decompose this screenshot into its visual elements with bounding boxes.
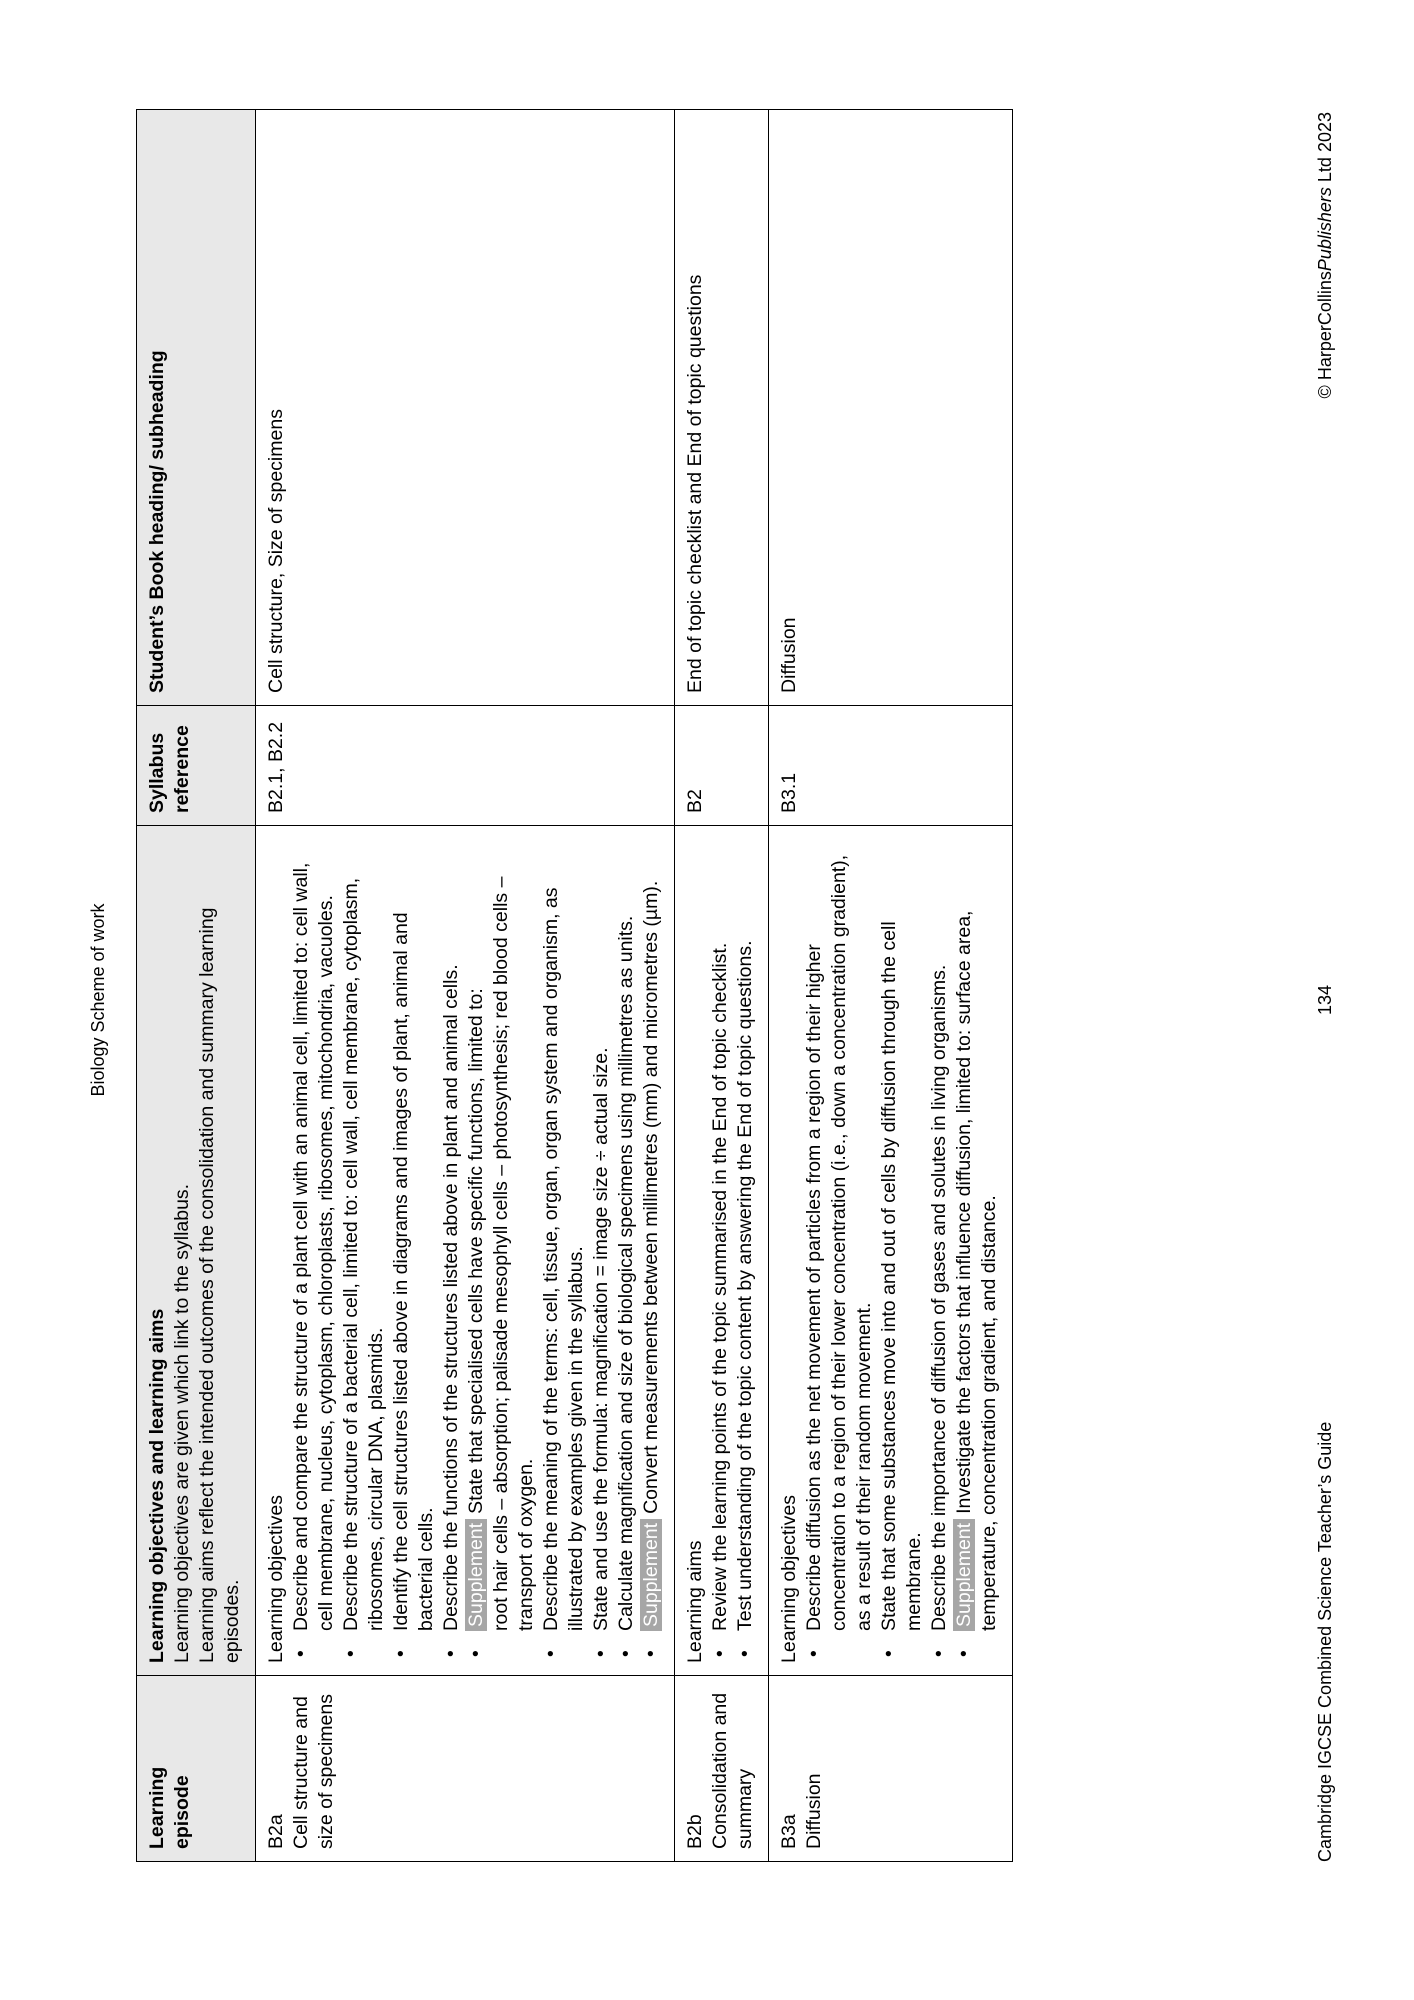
syllabus-cell: B2 [675,706,769,826]
episode-title: Diffusion [803,1773,825,1849]
objectives-cell [256,826,675,1676]
list-item [952,838,1002,1663]
section-label: Learning objectives [778,1494,800,1663]
episode-code: B2b [684,1814,706,1849]
header-syllabus-reference: Syllabus reference [137,706,256,826]
episode-cell [769,1676,1013,1862]
page-header-title: Biology Scheme of work [88,903,108,1097]
list-item: • State and use the formula: magnification = image size ÷ actual size. [589,838,614,1663]
table-row [256,110,675,1862]
list-item [639,838,664,1663]
syllabus-cell: B2.1, B2.2 [256,706,675,826]
book-cell: End of topic checklist and End of topic questions [675,110,769,706]
episode-title: Cell structure and size of specimens [290,1694,337,1849]
table-header-row [137,110,256,1862]
list-item-continuation: root hair cells – absorption; palisade mesophyll cells – photosynthesis; red blood cells – transport of oxygen. [490,876,537,1631]
header-objectives-title: Learning objectives and learning aims [146,1308,168,1663]
episode-title: Consolidation and summary [709,1692,756,1849]
header-objectives-note-1: Learning objectives are given which link to the syllabus. [171,1183,193,1663]
book-cell: Diffusion [769,110,1013,706]
supplement-badge: Supplement [953,1519,975,1631]
objectives-list [289,838,664,1663]
list-item: • Describe and compare the structure of a plant cell with an animal cell, limited to: cell wall, cell membrane, nucleus, cytoplasm, chloroplasts, ribosomes, mitochondria, vacuoles. [289,838,339,1663]
syllabus-cell: B3.1 [769,706,1013,826]
list-item: • Describe the structure of a bacterial cell, limited to: cell wall, cell membrane, cytoplasm, ribosomes, circular DNA, plasmids. [339,838,389,1663]
footer-page-number: 134 [1315,984,1335,1016]
list-item: • Describe the importance of diffusion of gases and solutes in living organisms. [927,838,952,1663]
header-objectives-note-2: Learning aims reflect the intended outcomes of the consolidation and summary learning episodes. [196,907,243,1663]
objectives-cell [675,826,769,1676]
objectives-cell [769,826,1013,1676]
list-item: • Review the learning points of the topic summarised in the End of topic checklist. [708,838,733,1663]
header-learning-episode: Learning episode [137,1676,256,1862]
list-item-text: Investigate the factors that influence diffusion, limited to: surface area, temperature, concentration gradient, and distance. [953,910,1000,1631]
scheme-of-work-table [136,109,1013,1862]
episode-code: B2a [265,1814,287,1849]
list-item: • Describe diffusion as the net movement of particles from a region of their higher concentration to a region of their lower concentration (i.e., down a concentration gradient), as a result of their random movement. [802,838,877,1663]
list-item-text: State that specialised cells have specific functions, limited to: [465,988,487,1514]
list-item: • Calculate magnification and size of biological specimens using millimetres as units. [614,838,639,1663]
episode-cell [675,1676,769,1862]
objectives-list [802,838,1002,1663]
episode-cell [256,1676,675,1862]
supplement-badge: Supplement [465,1519,487,1631]
objectives-list [708,838,758,1663]
episode-code: B3a [778,1814,800,1849]
list-item-text: Convert measurements between millimetres (mm) and micrometres (µm). [640,880,662,1514]
copyright-italic: Publishers [1315,187,1335,272]
header-learning-objectives [137,826,256,1676]
copyright-prefix: © HarperCollins [1315,271,1335,399]
list-item: • Test understanding of the topic content by answering the End of topic questions. [733,838,758,1663]
footer-copyright [1315,112,1336,398]
copyright-suffix: Ltd 2023 [1315,112,1335,188]
header-students-book: Student’s Book heading/ subheading [137,110,256,706]
list-item: • Describe the functions of the structures listed above in plant and animal cells. [439,838,464,1663]
book-cell: Cell structure, Size of specimens [256,110,675,706]
list-item [464,838,539,1663]
list-item: • Identify the cell structures listed above in diagrams and images of plant, animal and bacterial cells. [389,838,439,1663]
list-item: • State that some substances move into and out of cells by diffusion through the cell membrane. [877,838,927,1663]
list-item: • Describe the meaning of the terms: cell, tissue, organ, organ system and organism, as illustrated by examples given in the syllabus. [539,838,589,1663]
table-row [675,110,769,1862]
section-label: Learning aims [684,1540,706,1663]
supplement-badge: Supplement [640,1519,662,1631]
footer-guide-title: Cambridge IGCSE Combined Science Teacher’s Guide [1315,1421,1335,1862]
table-row [769,110,1013,1862]
section-label: Learning objectives [265,1494,287,1663]
